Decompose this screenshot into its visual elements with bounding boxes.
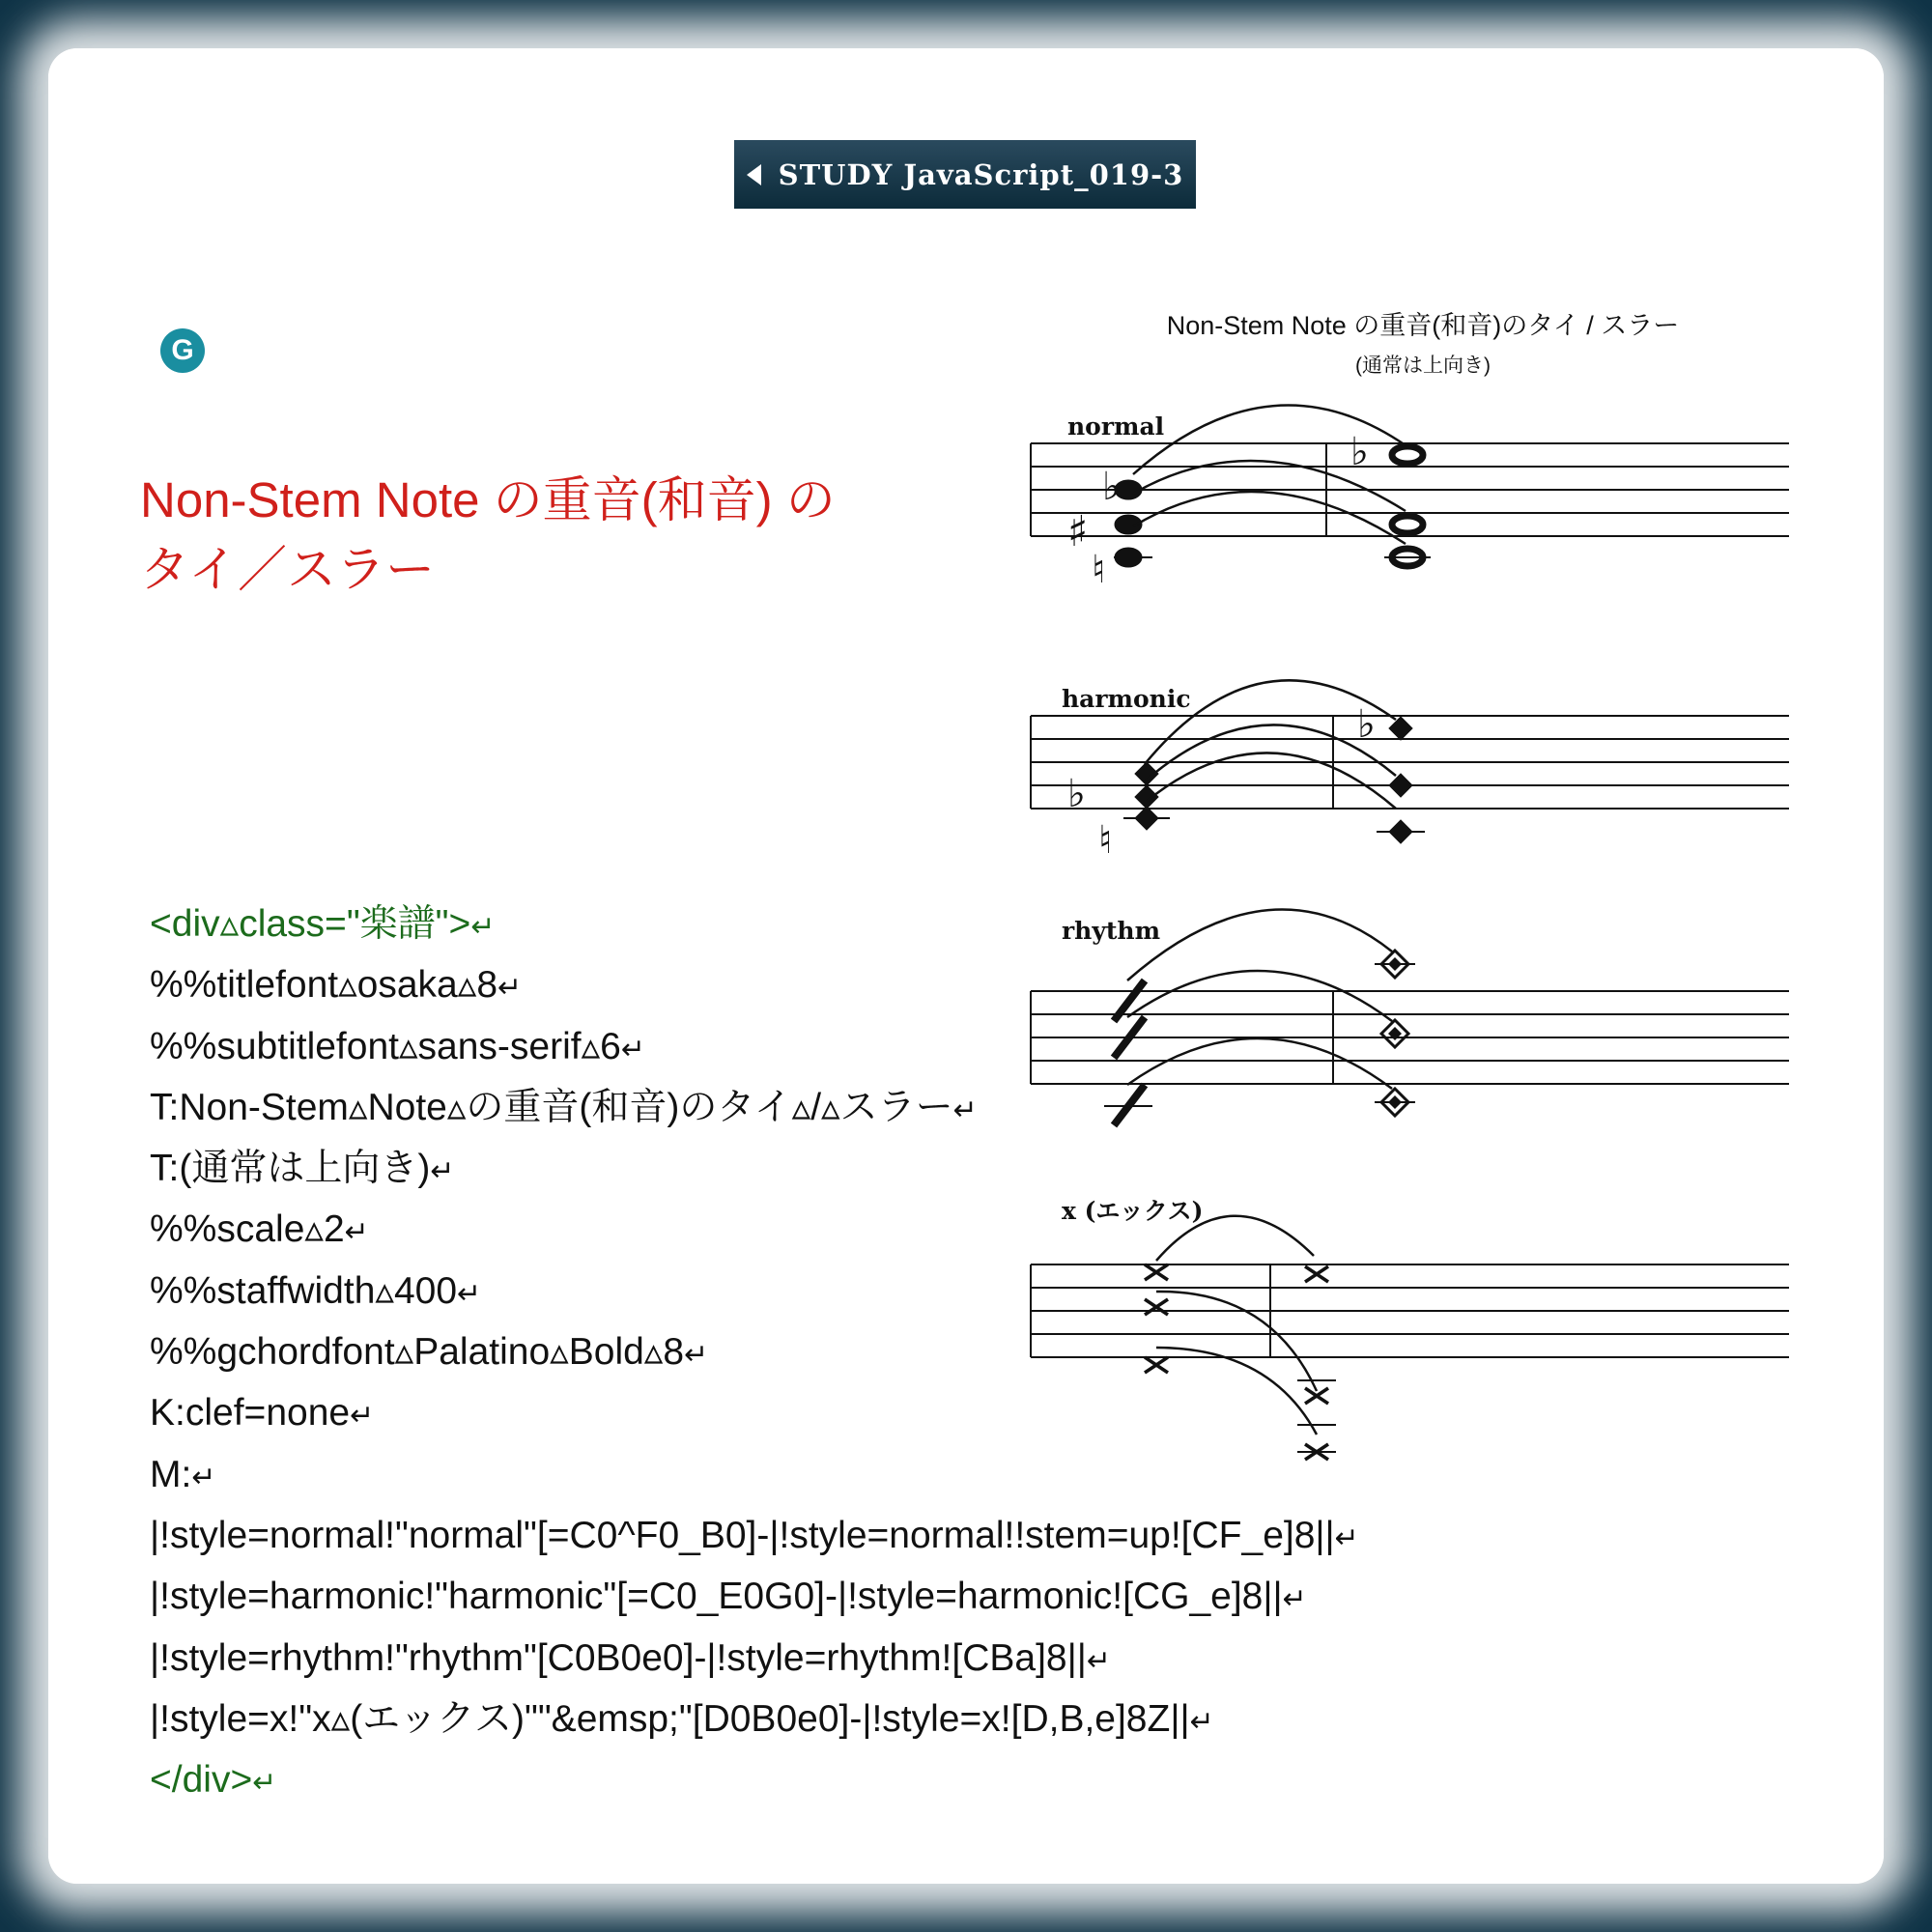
return-icon: ↵ [620, 1033, 646, 1065]
svg-text:♯: ♯ [1067, 507, 1089, 556]
return-icon: ↵ [684, 1339, 709, 1372]
code-line: M:↵ [150, 1453, 216, 1495]
label-x: x (エックス) [1062, 1197, 1204, 1225]
code-line: |!style=harmonic!"harmonic"[=C0_E0G0]-|!style=harmonic![CG_e]8||↵ [150, 1576, 1307, 1618]
svg-text:♭: ♭ [1350, 430, 1369, 474]
code-line: %%staffwidth▵400↵ [150, 1269, 482, 1312]
code-line: K:clef=none↵ [150, 1392, 375, 1435]
code-line: T:Non-Stem▵Note▵の重音(和音)のタイ▵/▵スラー↵ [150, 1086, 978, 1128]
code-line: |!style=normal!"normal"[=C0^F0_B0]-|!style=normal!!stem=up![CF_e]8||↵ [150, 1514, 1359, 1556]
code-line: <div▵class="楽譜">↵ [150, 903, 496, 945]
return-icon: ↵ [1086, 1644, 1112, 1677]
code-line: T:(通常は上向き)↵ [150, 1148, 455, 1190]
notes-normal [1067, 430, 1431, 592]
return-icon: ↵ [497, 972, 523, 1005]
return-icon: ↵ [344, 1216, 369, 1249]
svg-text:♭: ♭ [1357, 702, 1376, 747]
svg-text:♭: ♭ [1102, 465, 1121, 509]
staff-normal [1031, 443, 1789, 536]
code-block [150, 894, 1550, 1810]
return-icon: ↵ [430, 1155, 455, 1188]
code-line: |!style=rhythm!"rhythm"[C0B0e0]-|!style=rhythm![CBa]8||↵ [150, 1636, 1112, 1679]
header-label: STUDY JavaScript_019-3 [778, 157, 1184, 191]
ties-normal [1133, 405, 1406, 544]
return-icon: ↵ [191, 1461, 216, 1493]
return-icon: ↵ [350, 1400, 375, 1433]
code-line: %%gchordfont▵Palatino▵Bold▵8↵ [150, 1331, 709, 1374]
code-line: %%subtitlefont▵sans-serif▵6↵ [150, 1025, 646, 1067]
return-icon: ↵ [952, 1094, 978, 1126]
code-line: </div>↵ [150, 1759, 277, 1802]
return-icon: ↵ [470, 911, 496, 943]
section-badge: G [160, 328, 205, 373]
label-rhythm: rhythm [1062, 917, 1161, 945]
return-icon: ↵ [252, 1767, 277, 1800]
back-arrow-icon [747, 164, 761, 185]
code-line: %%scale▵2↵ [150, 1208, 369, 1251]
score-subtitle: (通常は上向き) [1355, 355, 1491, 377]
page-title [140, 466, 913, 605]
return-icon: ↵ [457, 1277, 482, 1310]
return-icon: ↵ [1282, 1583, 1307, 1616]
page-title-line1: Non-Stem Note の重音(和音) の [140, 472, 836, 527]
svg-text:♮: ♮ [1098, 818, 1113, 863]
label-normal: normal [1067, 412, 1165, 440]
page-title-line2: タイ／スラー [140, 542, 435, 597]
label-harmonic: harmonic [1062, 685, 1191, 713]
code-line: %%titlefont▵osaka▵8↵ [150, 964, 523, 1007]
score-title: Non-Stem Note の重音(和音)のタイ / スラー [1166, 311, 1680, 340]
svg-text:♮: ♮ [1092, 548, 1106, 592]
return-icon: ↵ [1334, 1521, 1359, 1554]
study-header-link[interactable] [734, 140, 1196, 209]
return-icon: ↵ [1189, 1705, 1214, 1738]
svg-text:♭: ♭ [1067, 772, 1086, 816]
code-line: |!style=x!"x▵(エックス)""&emsp;"[D0B0e0]-|!style=x![D,B,e]8Z||↵ [150, 1697, 1214, 1740]
